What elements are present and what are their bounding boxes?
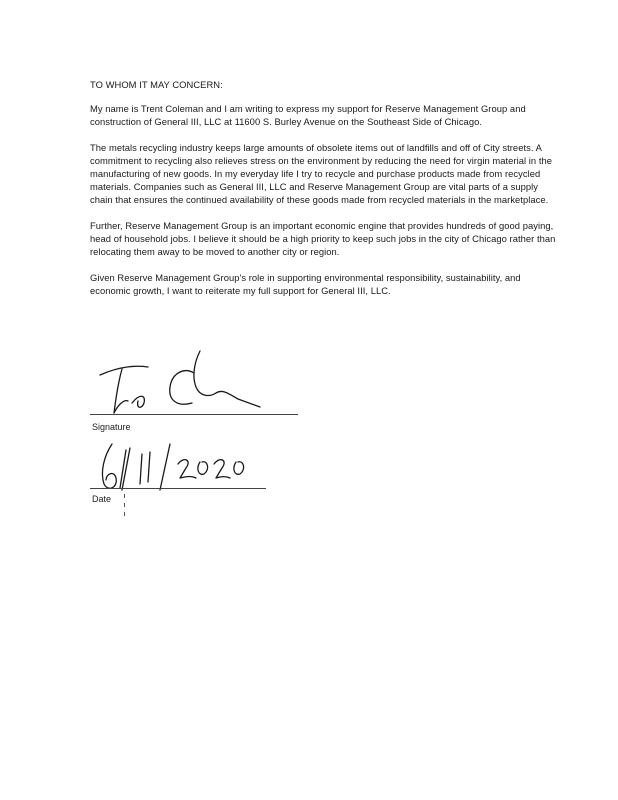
paragraph-4: Given Reserve Management Group's role in supporting environmental responsibility, sustainability, and economic growth, I want to reiterate my full support for General III, LLC. (90, 272, 521, 296)
letter-body (90, 78, 560, 310)
scan-mark (124, 494, 125, 498)
scan-mark (124, 512, 125, 516)
date-label: Date (92, 494, 112, 504)
paragraph-1: My name is Trent Coleman and I am writing to express my support for Reserve Management Group and construction of General III, LLC at 11600 S. Burley Avenue on the Southeast Side of Chicago. (90, 103, 526, 127)
paragraph-3: Further, Reserve Management Group is an important economic engine that provides hundreds of good paying, head of household jobs. I believe it should be a high priority to keep such jobs in the city of Chicago rather than relocating them away to be moved to another city or region. (90, 220, 556, 257)
handwritten-signature (88, 343, 288, 423)
salutation: TO WHOM IT MAY CONCERN: (90, 79, 223, 90)
handwritten-date (96, 438, 256, 498)
signature-line (90, 414, 298, 415)
paragraph-2: The metals recycling industry keeps large amounts of obsolete items out of landfills and off of City streets. A commitment to recycling also relieves stress on the environment by reducing the need for virgin material in the manufacturing of new goods. In my everyday life I try to recycle and purchase products made from recycled materials. Companies such as General III, LLC and Reserve Management Group are vital parts of a supply chain that ensures the continued availability of these goods made from recycled materials in the marketplace. (90, 142, 553, 205)
scan-mark (124, 503, 125, 507)
date-line (90, 488, 266, 489)
signature-label: Signature (92, 422, 131, 432)
